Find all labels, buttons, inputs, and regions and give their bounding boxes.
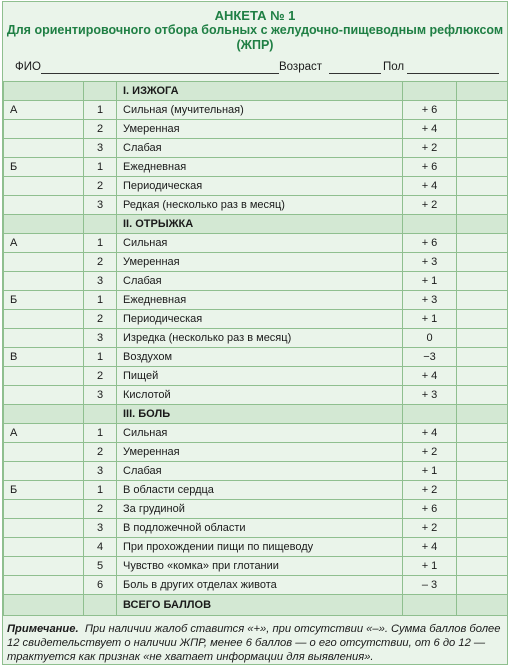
heading-spacer [4, 82, 84, 101]
table-row [4, 500, 508, 519]
item-text: Чувство «комка» при глотании [117, 557, 403, 576]
section-heading-row [4, 82, 508, 101]
mark-cell[interactable] [457, 576, 508, 595]
group-letter: Б [4, 481, 84, 500]
table-row [4, 462, 508, 481]
table-row [4, 386, 508, 405]
item-text: Слабая [117, 139, 403, 158]
group-letter [4, 519, 84, 538]
group-letter [4, 329, 84, 348]
total-label: ВСЕГО БАЛЛОВ [117, 595, 403, 616]
item-score: + 2 [403, 139, 457, 158]
item-number: 3 [84, 462, 117, 481]
total-row [4, 595, 508, 616]
item-number: 2 [84, 310, 117, 329]
group-letter [4, 310, 84, 329]
item-text: Кислотой [117, 386, 403, 405]
note-text: При наличии жалоб ставится «+», при отсутствии «–». Сумма баллов более 12 свидетельствует о наличии ЖПР, менее 6 баллов — о его отсутствии, от 6 до 12 — трактуется как признак «не хватает информации для выявления». [7, 623, 501, 663]
item-number: 3 [84, 386, 117, 405]
item-score: + 6 [403, 101, 457, 120]
item-number: 6 [84, 576, 117, 595]
mark-cell[interactable] [457, 310, 508, 329]
score-table [3, 81, 508, 616]
item-score: + 1 [403, 557, 457, 576]
item-number: 3 [84, 329, 117, 348]
table-row [4, 310, 508, 329]
item-text: Слабая [117, 462, 403, 481]
item-score: + 4 [403, 177, 457, 196]
item-text: Периодическая [117, 177, 403, 196]
group-letter: А [4, 234, 84, 253]
item-score: + 2 [403, 519, 457, 538]
heading-spacer [84, 405, 117, 424]
item-score: + 4 [403, 538, 457, 557]
item-score: + 1 [403, 272, 457, 291]
item-number: 1 [84, 234, 117, 253]
item-score: + 4 [403, 424, 457, 443]
item-score: + 1 [403, 462, 457, 481]
item-text: Сильная (мучительная) [117, 101, 403, 120]
section-heading: II. ОТРЫЖКА [117, 215, 403, 234]
item-score: + 2 [403, 196, 457, 215]
heading-spacer [4, 405, 84, 424]
header [3, 2, 507, 53]
table-row [4, 120, 508, 139]
section-heading: I. ИЗЖОГА [117, 82, 403, 101]
table-row [4, 557, 508, 576]
table-row [4, 139, 508, 158]
item-score: + 1 [403, 310, 457, 329]
table-row [4, 101, 508, 120]
item-number: 4 [84, 538, 117, 557]
group-letter [4, 576, 84, 595]
item-score: + 4 [403, 120, 457, 139]
item-score: + 2 [403, 481, 457, 500]
item-number: 2 [84, 367, 117, 386]
item-text: Сильная [117, 234, 403, 253]
item-text: В подложечной области [117, 519, 403, 538]
patient-fields [3, 57, 507, 81]
mark-cell[interactable] [457, 158, 508, 177]
group-letter [4, 196, 84, 215]
score-table-body [4, 82, 508, 616]
age-label: Возраст [279, 61, 323, 73]
item-number: 5 [84, 557, 117, 576]
note-label: Примечание. [7, 623, 79, 635]
item-number: 1 [84, 101, 117, 120]
item-number: 1 [84, 424, 117, 443]
group-letter [4, 139, 84, 158]
age-field[interactable] [329, 73, 381, 74]
mark-cell[interactable] [457, 500, 508, 519]
group-letter [4, 367, 84, 386]
item-number: 3 [84, 272, 117, 291]
item-text: Слабая [117, 272, 403, 291]
table-row [4, 272, 508, 291]
heading-spacer [457, 82, 508, 101]
table-row [4, 367, 508, 386]
item-score: + 3 [403, 386, 457, 405]
heading-spacer [403, 405, 457, 424]
item-text: Умеренная [117, 253, 403, 272]
sex-field[interactable] [407, 73, 499, 74]
item-text: Ежедневная [117, 158, 403, 177]
total-mark-cell[interactable] [457, 595, 508, 616]
table-row [4, 443, 508, 462]
heading-spacer [403, 215, 457, 234]
group-letter: Б [4, 291, 84, 310]
mark-cell[interactable] [457, 538, 508, 557]
group-letter [4, 500, 84, 519]
item-score: 0 [403, 329, 457, 348]
item-text: В области сердца [117, 481, 403, 500]
item-score: + 4 [403, 367, 457, 386]
table-row [4, 291, 508, 310]
group-letter [4, 120, 84, 139]
table-row [4, 538, 508, 557]
table-row [4, 158, 508, 177]
fio-label: ФИО [15, 61, 41, 73]
item-number: 2 [84, 120, 117, 139]
group-letter [4, 386, 84, 405]
item-text: При прохождении пищи по пищеводу [117, 538, 403, 557]
heading-spacer [84, 215, 117, 234]
mark-cell[interactable] [457, 177, 508, 196]
item-score: + 3 [403, 253, 457, 272]
item-score: – 3 [403, 576, 457, 595]
item-score: + 6 [403, 234, 457, 253]
group-letter: Б [4, 158, 84, 177]
table-row [4, 196, 508, 215]
group-letter [4, 443, 84, 462]
heading-spacer [457, 405, 508, 424]
item-text: Боль в других отделах живота [117, 576, 403, 595]
group-letter [4, 538, 84, 557]
heading-spacer [403, 82, 457, 101]
table-row [4, 234, 508, 253]
item-score: + 6 [403, 158, 457, 177]
item-number: 1 [84, 348, 117, 367]
item-text: Пищей [117, 367, 403, 386]
item-number: 2 [84, 443, 117, 462]
table-row [4, 576, 508, 595]
item-text: Сильная [117, 424, 403, 443]
heading-spacer [4, 215, 84, 234]
total-spacer [403, 595, 457, 616]
item-number: 1 [84, 291, 117, 310]
group-letter: А [4, 101, 84, 120]
item-text: Умеренная [117, 443, 403, 462]
item-score: + 2 [403, 443, 457, 462]
mark-cell[interactable] [457, 291, 508, 310]
mark-cell[interactable] [457, 101, 508, 120]
item-text: Воздухом [117, 348, 403, 367]
mark-cell[interactable] [457, 253, 508, 272]
group-letter [4, 462, 84, 481]
item-score: −3 [403, 348, 457, 367]
mark-cell[interactable] [457, 367, 508, 386]
sex-label: Пол [383, 61, 405, 73]
mark-cell[interactable] [457, 120, 508, 139]
section-heading-row [4, 405, 508, 424]
note [3, 616, 507, 664]
table-row [4, 481, 508, 500]
group-letter: В [4, 348, 84, 367]
item-number: 1 [84, 158, 117, 177]
fio-field[interactable] [41, 73, 279, 74]
item-number: 3 [84, 139, 117, 158]
mark-cell[interactable] [457, 329, 508, 348]
table-row [4, 253, 508, 272]
item-text: Ежедневная [117, 291, 403, 310]
item-number: 1 [84, 481, 117, 500]
item-text: За грудиной [117, 500, 403, 519]
mark-cell[interactable] [457, 386, 508, 405]
heading-spacer [84, 82, 117, 101]
mark-cell[interactable] [457, 234, 508, 253]
group-letter [4, 272, 84, 291]
item-number: 3 [84, 519, 117, 538]
mark-cell[interactable] [457, 481, 508, 500]
item-text: Редкая (несколько раз в месяц) [117, 196, 403, 215]
mark-cell[interactable] [457, 519, 508, 538]
heading-spacer [457, 215, 508, 234]
group-letter [4, 177, 84, 196]
questionnaire-sheet [2, 1, 508, 665]
group-letter [4, 557, 84, 576]
mark-cell[interactable] [457, 443, 508, 462]
table-row [4, 329, 508, 348]
page-title: АНКЕТА № 1 [214, 8, 296, 23]
mark-cell[interactable] [457, 557, 508, 576]
table-row [4, 424, 508, 443]
page-subtitle: Для ориентировочного отбора больных с желудочно-пищеводным рефлюксом (ЖПР) [6, 23, 504, 52]
table-row [4, 348, 508, 367]
item-number: 3 [84, 196, 117, 215]
item-number: 2 [84, 500, 117, 519]
section-heading: III. БОЛЬ [117, 405, 403, 424]
group-letter: А [4, 424, 84, 443]
item-score: + 3 [403, 291, 457, 310]
item-score: + 6 [403, 500, 457, 519]
item-number: 2 [84, 177, 117, 196]
group-letter [4, 253, 84, 272]
total-spacer [84, 595, 117, 616]
mark-cell[interactable] [457, 348, 508, 367]
item-text: Умеренная [117, 120, 403, 139]
item-text: Изредка (несколько раз в месяц) [117, 329, 403, 348]
section-heading-row [4, 215, 508, 234]
item-number: 2 [84, 253, 117, 272]
table-row [4, 519, 508, 538]
mark-cell[interactable] [457, 462, 508, 481]
table-row [4, 177, 508, 196]
total-spacer [4, 595, 84, 616]
item-text: Периодическая [117, 310, 403, 329]
mark-cell[interactable] [457, 424, 508, 443]
mark-cell[interactable] [457, 139, 508, 158]
mark-cell[interactable] [457, 272, 508, 291]
mark-cell[interactable] [457, 196, 508, 215]
